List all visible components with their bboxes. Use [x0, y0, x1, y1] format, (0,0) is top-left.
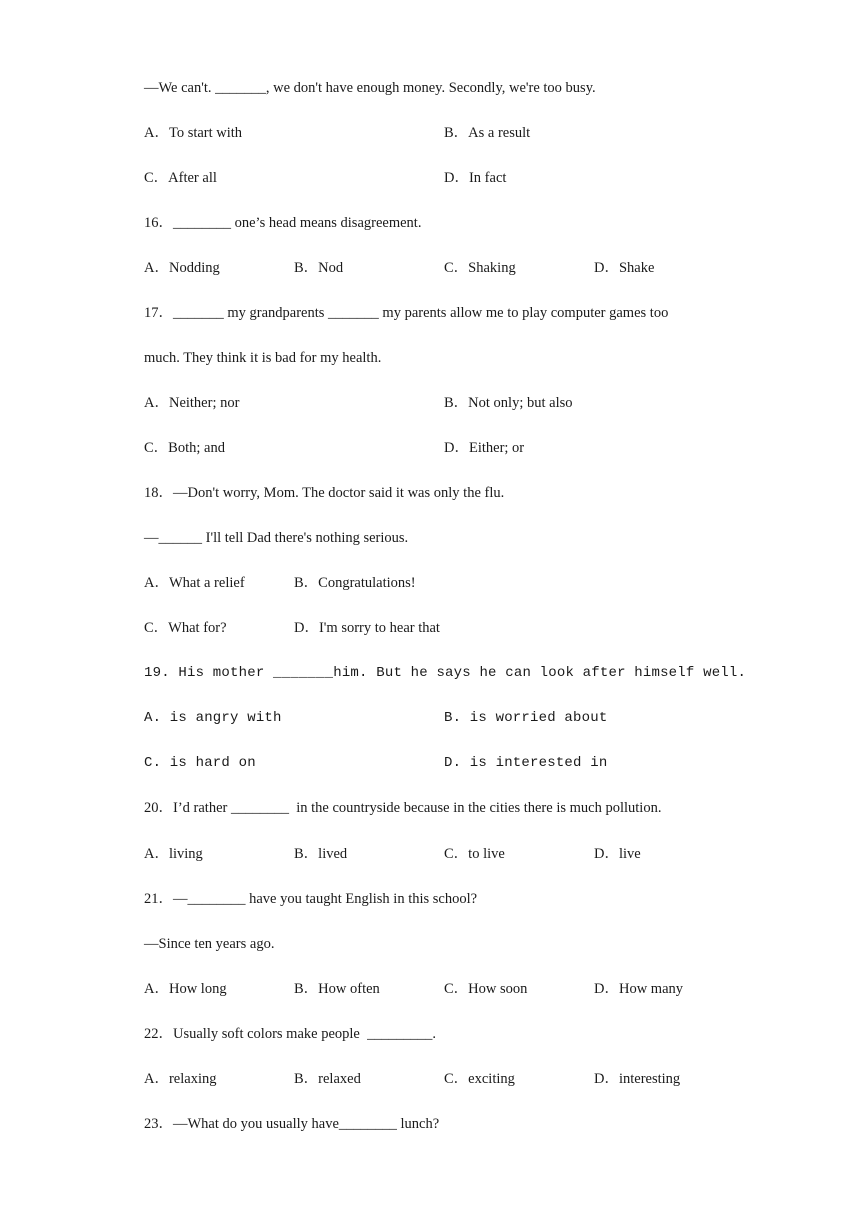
q15-option-a: A．To start with	[144, 125, 243, 141]
q18-option-d: D．I'm sorry to hear that	[294, 620, 440, 636]
question-22: 22．Usually soft colors make people _________.	[144, 1026, 436, 1042]
q20-option-a: A．living	[144, 846, 203, 862]
q16-option-a: A．Nodding	[144, 260, 220, 276]
q21-option-a: A．How long	[144, 981, 227, 997]
question-23: 23．—What do you usually have________ lunch?	[144, 1116, 440, 1132]
q17-option-b: B．Not only; but also	[444, 395, 573, 411]
q15-option-b: B．As a result	[444, 125, 531, 141]
q21-option-d: D．How many	[594, 981, 684, 997]
question-20: 20．I’d rather ________ in the countryside because in the cities there is much pollution.	[144, 800, 662, 816]
q16-option-b: B．Nod	[294, 260, 344, 276]
q18-option-c: C．What for?	[144, 620, 227, 636]
q22-option-c: C．exciting	[444, 1071, 515, 1087]
q17-option-c: C．Both; and	[144, 440, 225, 456]
q15-option-c: C．After all	[144, 170, 217, 186]
q16-option-d: D．Shake	[594, 260, 655, 276]
question-15-answer-line: —We can't. _______, we don't have enough money. Secondly, we're too busy.	[144, 80, 596, 96]
q16-option-c: C．Shaking	[444, 260, 516, 276]
q19-option-d: D. is interested in	[444, 755, 608, 771]
q20-option-b: B．lived	[294, 846, 348, 862]
q22-option-b: B．relaxed	[294, 1071, 361, 1087]
q19-option-b: B. is worried about	[444, 710, 608, 726]
question-17-line-1: 17．_______ my grandparents _______ my parents allow me to play computer games too	[144, 305, 669, 321]
q19-option-a: A. is angry with	[144, 710, 282, 726]
question-21-line-2: —Since ten years ago.	[144, 936, 275, 952]
q20-option-c: C．to live	[444, 846, 505, 862]
question-21-line-1: 21．—________ have you taught English in this school?	[144, 891, 478, 907]
q22-option-d: D．interesting	[594, 1071, 681, 1087]
q15-option-d: D．In fact	[444, 170, 507, 186]
question-18-line-2: —______ I'll tell Dad there's nothing serious.	[144, 530, 409, 546]
q17-option-a: A．Neither; nor	[144, 395, 240, 411]
q19-option-c: C. is hard on	[144, 755, 256, 771]
question-17-line-2: much. They think it is bad for my health.	[144, 350, 382, 366]
q17-option-d: D．Either; or	[444, 440, 525, 456]
question-18-line-1: 18．—Don't worry, Mom. The doctor said it was only the flu.	[144, 485, 505, 501]
q18-option-a: A．What a relief	[144, 575, 245, 591]
question-19: 19. His mother _______him. But he says he can look after himself well.	[144, 665, 747, 681]
question-16: 16．________ one’s head means disagreement.	[144, 215, 422, 231]
q20-option-d: D．live	[594, 846, 641, 862]
q21-option-b: B．How often	[294, 981, 380, 997]
q21-option-c: C．How soon	[444, 981, 528, 997]
q22-option-a: A．relaxing	[144, 1071, 217, 1087]
q18-option-b: B．Congratulations!	[294, 575, 416, 591]
